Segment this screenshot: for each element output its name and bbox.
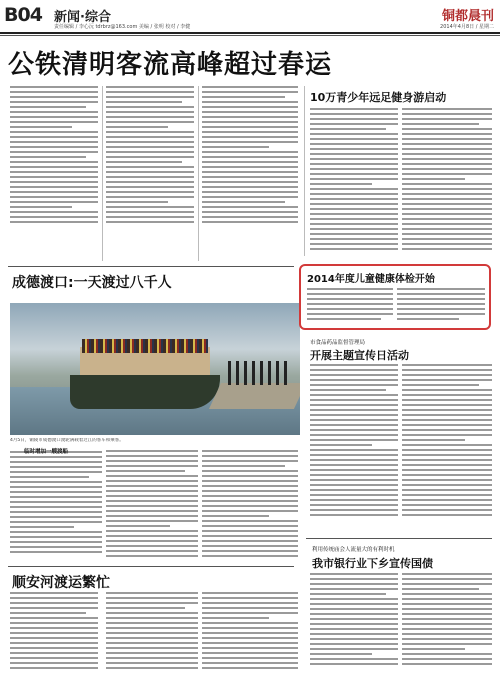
header-rule-thin [0,35,500,36]
main-story-col-1 [10,86,98,264]
editor-credits: 责任编辑 / 李心沅 tdrbrz@163.com 美编 / 张明 校对 / 李健 [54,24,191,30]
children-health-col-1 [307,288,393,326]
section-title: 新闻·综合 [54,10,111,25]
shunan-story-col-3 [202,592,298,674]
section-rule [8,566,294,567]
main-story-col-3 [202,86,298,264]
main-headline: 公铁清明客流高峰超过春运 [8,50,333,80]
food-safety-col-1 [310,364,398,534]
main-story-col-2 [106,86,194,264]
photo-caption: 4月5日，铜陵市成德渡口渡轮满载着过江的客车和乘客。 [10,438,124,443]
column-divider [304,86,305,256]
page-number: B04 [4,4,42,26]
children-health-headline: 2014年度儿童健康体检开始 [307,274,435,285]
header-rule [0,32,500,34]
issue-date: 2014年4月8日 / 星期二 [440,24,494,30]
food-safety-col-2 [402,364,492,534]
shunan-ferry-headline: 顺安河渡运繁忙 [12,575,110,591]
youth-fitness-headline: 10万青少年远足健身游启动 [310,91,447,104]
bank-credit-kicker: 利用传统庙会人流量大的有利时机 [312,547,395,553]
food-safety-headline: 开展主题宣传日活动 [310,349,409,362]
shunan-story-col-1 [10,592,98,674]
column-divider [198,86,199,261]
section-rule [8,266,294,267]
ferry-photo [10,303,300,435]
bank-credit-headline: 我市银行业下乡宣传国债 [312,557,433,570]
youth-fitness-col-2 [402,108,492,258]
children-health-col-2 [397,288,485,326]
chengde-ferry-headline: 成德渡口:一天渡过八千人 [12,275,172,291]
ferry-story-col-3 [202,450,298,563]
food-safety-kicker: 市食品药品监督管理局 [310,340,366,346]
ferry-subheading: 临时增加一艘渡船 [24,449,69,455]
column-divider [102,86,103,261]
bank-credit-col-2 [402,573,492,673]
bank-credit-col-1 [310,573,398,673]
section-rule [306,538,492,539]
ferry-story-col-1 [10,448,102,563]
ferry-story-col-2 [106,450,198,563]
youth-fitness-col-1 [310,108,398,258]
shunan-story-col-2 [106,592,198,674]
newspaper-name: 铜都晨刊 [441,9,494,24]
